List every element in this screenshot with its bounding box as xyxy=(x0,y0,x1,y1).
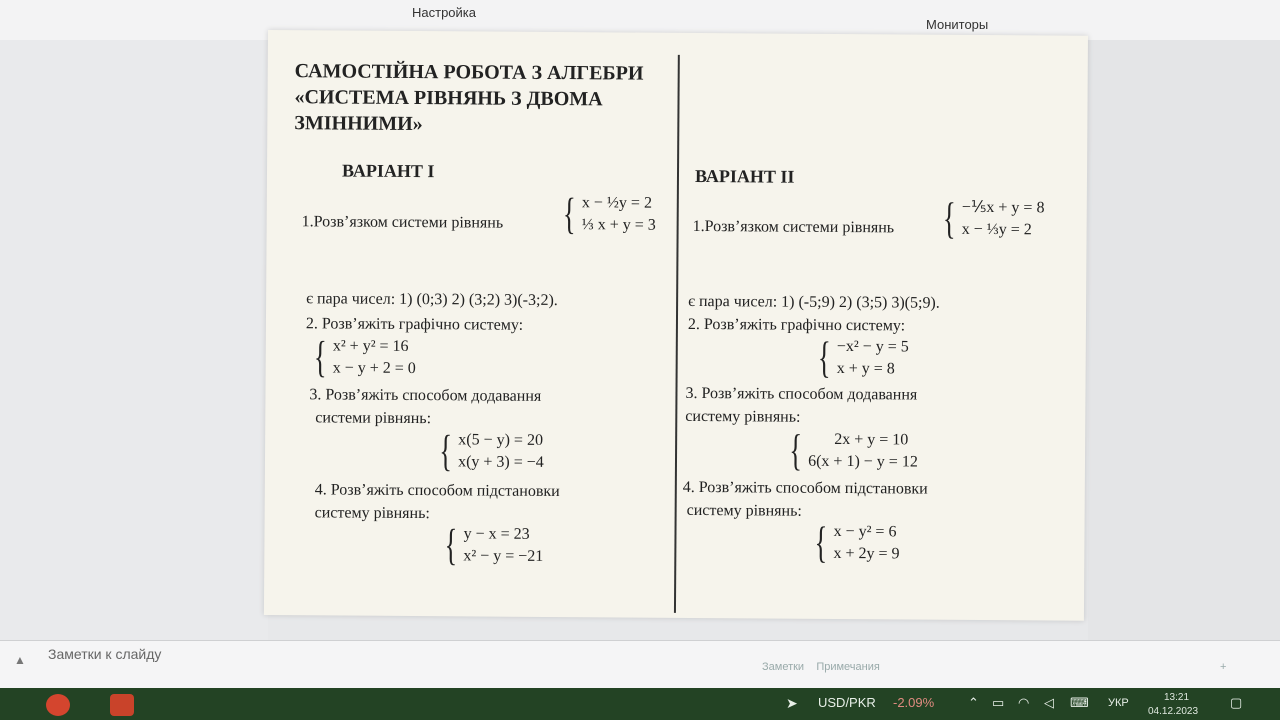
v1-q4-eq1: y − x = 23 xyxy=(463,525,530,543)
clock-time[interactable]: 13:21 xyxy=(1164,692,1190,703)
v1-q1-system xyxy=(559,189,656,239)
slide-title: САМОСТІЙНА РОБОТА З АЛГЕБРИ «СИСТЕМА РІВНЯНЬ З ДВОМА ЗМІННИМИ» xyxy=(294,60,644,136)
comments-button-label: Примечания xyxy=(816,661,880,673)
network-icon[interactable]: ◠ xyxy=(1018,695,1030,710)
brace-icon: { xyxy=(817,332,831,382)
brace-icon: { xyxy=(444,520,458,570)
language-indicator[interactable]: УКР xyxy=(1108,697,1129,709)
chevron-up-icon[interactable]: ⌃ xyxy=(968,695,979,710)
v1-q4-system xyxy=(440,520,544,570)
v2-q3-label-2: систему рівнянь: xyxy=(685,407,801,426)
v1-q2-system xyxy=(310,332,417,382)
volume-icon[interactable]: ◁ xyxy=(1044,695,1054,710)
v2-q4-label-1: 4. Розв’яжіть способом підстановки xyxy=(682,478,928,498)
variant-1-heading: ВАРІАНТ І xyxy=(341,160,435,182)
v2-q1-eq1: −⅕x + y = 8 xyxy=(961,198,1045,217)
brace-icon: { xyxy=(439,426,453,476)
v1-q1-label: 1.Розв’язком системи рівнянь xyxy=(301,213,504,232)
v2-q2-label: 2. Розв’яжіть графічно систему: xyxy=(687,315,906,335)
v2-q2-system xyxy=(814,332,909,382)
notes-pane[interactable] xyxy=(0,640,1280,689)
variant-2-heading: ВАРІАНТ ІІ xyxy=(694,165,795,187)
v1-q1-eq1: x − ½y = 2 xyxy=(581,194,653,212)
stock-widget-icon: ➤ xyxy=(786,695,798,711)
v1-q4-eq2: x² − y = −21 xyxy=(463,547,544,565)
keyboard-icon[interactable]: ⌨ xyxy=(1070,695,1089,710)
v1-q4-label-1: 4. Розв’яжіть способом підстановки xyxy=(314,481,560,501)
ticker-change: -2.09% xyxy=(893,695,935,710)
v1-q2-eq2: x − y + 2 = 0 xyxy=(332,359,416,378)
v2-q4-eq2: x + 2y = 9 xyxy=(833,544,900,563)
v2-q3-label-1: 3. Розв’яжіть способом додавання xyxy=(685,384,918,404)
clock-date[interactable]: 04.12.2023 xyxy=(1148,706,1199,717)
v2-q3-system xyxy=(785,425,918,475)
brace-icon: { xyxy=(814,517,828,567)
brace-icon: { xyxy=(562,189,576,239)
v2-q3-eq2: 6(x + 1) − y = 12 xyxy=(808,452,918,471)
slide-thumbnails-pane xyxy=(0,40,268,640)
column-divider xyxy=(674,55,680,613)
v2-q4-system xyxy=(810,517,900,567)
brace-icon: { xyxy=(942,193,956,243)
v2-q2-eq2: x + y = 8 xyxy=(836,359,895,378)
taskbar xyxy=(0,688,1280,720)
collapse-chevron-icon[interactable]: ▲ xyxy=(14,653,26,667)
side-pane xyxy=(1088,40,1280,640)
v1-q3-label-2: системи рівнянь: xyxy=(315,409,432,428)
v2-q1-answer: є пара чисел: 1) (-5;9) 2) (3;5) 3)(5;9). xyxy=(688,292,940,312)
powerpoint-icon[interactable] xyxy=(110,694,134,716)
settings-group-label[interactable]: Настройка xyxy=(412,5,476,20)
ticker-label[interactable]: USD/PKR xyxy=(818,695,876,710)
v1-q1-answer: є пара чисел: 1) (0;3) 2) (3;2) 3)(-3;2). xyxy=(306,290,558,310)
v2-q3-eq1: 2x + y = 10 xyxy=(834,430,909,449)
monitors-group-label[interactable]: Мониторы xyxy=(926,17,989,32)
v1-q2-eq1: x² + y² = 16 xyxy=(332,337,409,355)
v1-q1-eq2: ⅓ x + y = 3 xyxy=(581,216,656,234)
v2-q1-system xyxy=(939,193,1045,243)
slide-canvas[interactable] xyxy=(264,30,1088,621)
browser-icon[interactable] xyxy=(46,694,70,716)
notes-button[interactable] xyxy=(762,661,880,673)
v1-q3-system xyxy=(435,426,544,476)
battery-icon[interactable]: ▭ xyxy=(992,695,1005,710)
v2-q4-eq1: x − y² = 6 xyxy=(833,522,897,541)
brace-icon: { xyxy=(313,332,327,382)
v1-q3-eq2: x(y + 3) = −4 xyxy=(458,453,544,471)
v1-q2-label: 2. Розв’яжіть графічно систему: xyxy=(305,315,524,334)
v2-q2-eq1: −x² − y = 5 xyxy=(836,337,909,356)
v1-q4-label-2: систему рівнянь: xyxy=(314,504,430,523)
v2-q1-eq2: x − ⅓y = 2 xyxy=(961,220,1032,239)
notes-button-label: Заметки xyxy=(762,661,805,673)
notes-placeholder[interactable]: Заметки к слайду xyxy=(48,646,162,662)
brace-icon: { xyxy=(789,425,803,475)
notifications-icon[interactable]: ▢ xyxy=(1230,695,1243,710)
v2-q4-label-2: систему рівнянь: xyxy=(686,501,802,520)
v1-q3-label-1: 3. Розв’яжіть способом додавання xyxy=(309,386,542,405)
zoom-control[interactable]: + xyxy=(1220,661,1227,673)
v1-q3-eq1: x(5 − y) = 20 xyxy=(458,431,544,449)
v2-q1-label: 1.Розв’язком системи рівнянь xyxy=(692,217,895,237)
